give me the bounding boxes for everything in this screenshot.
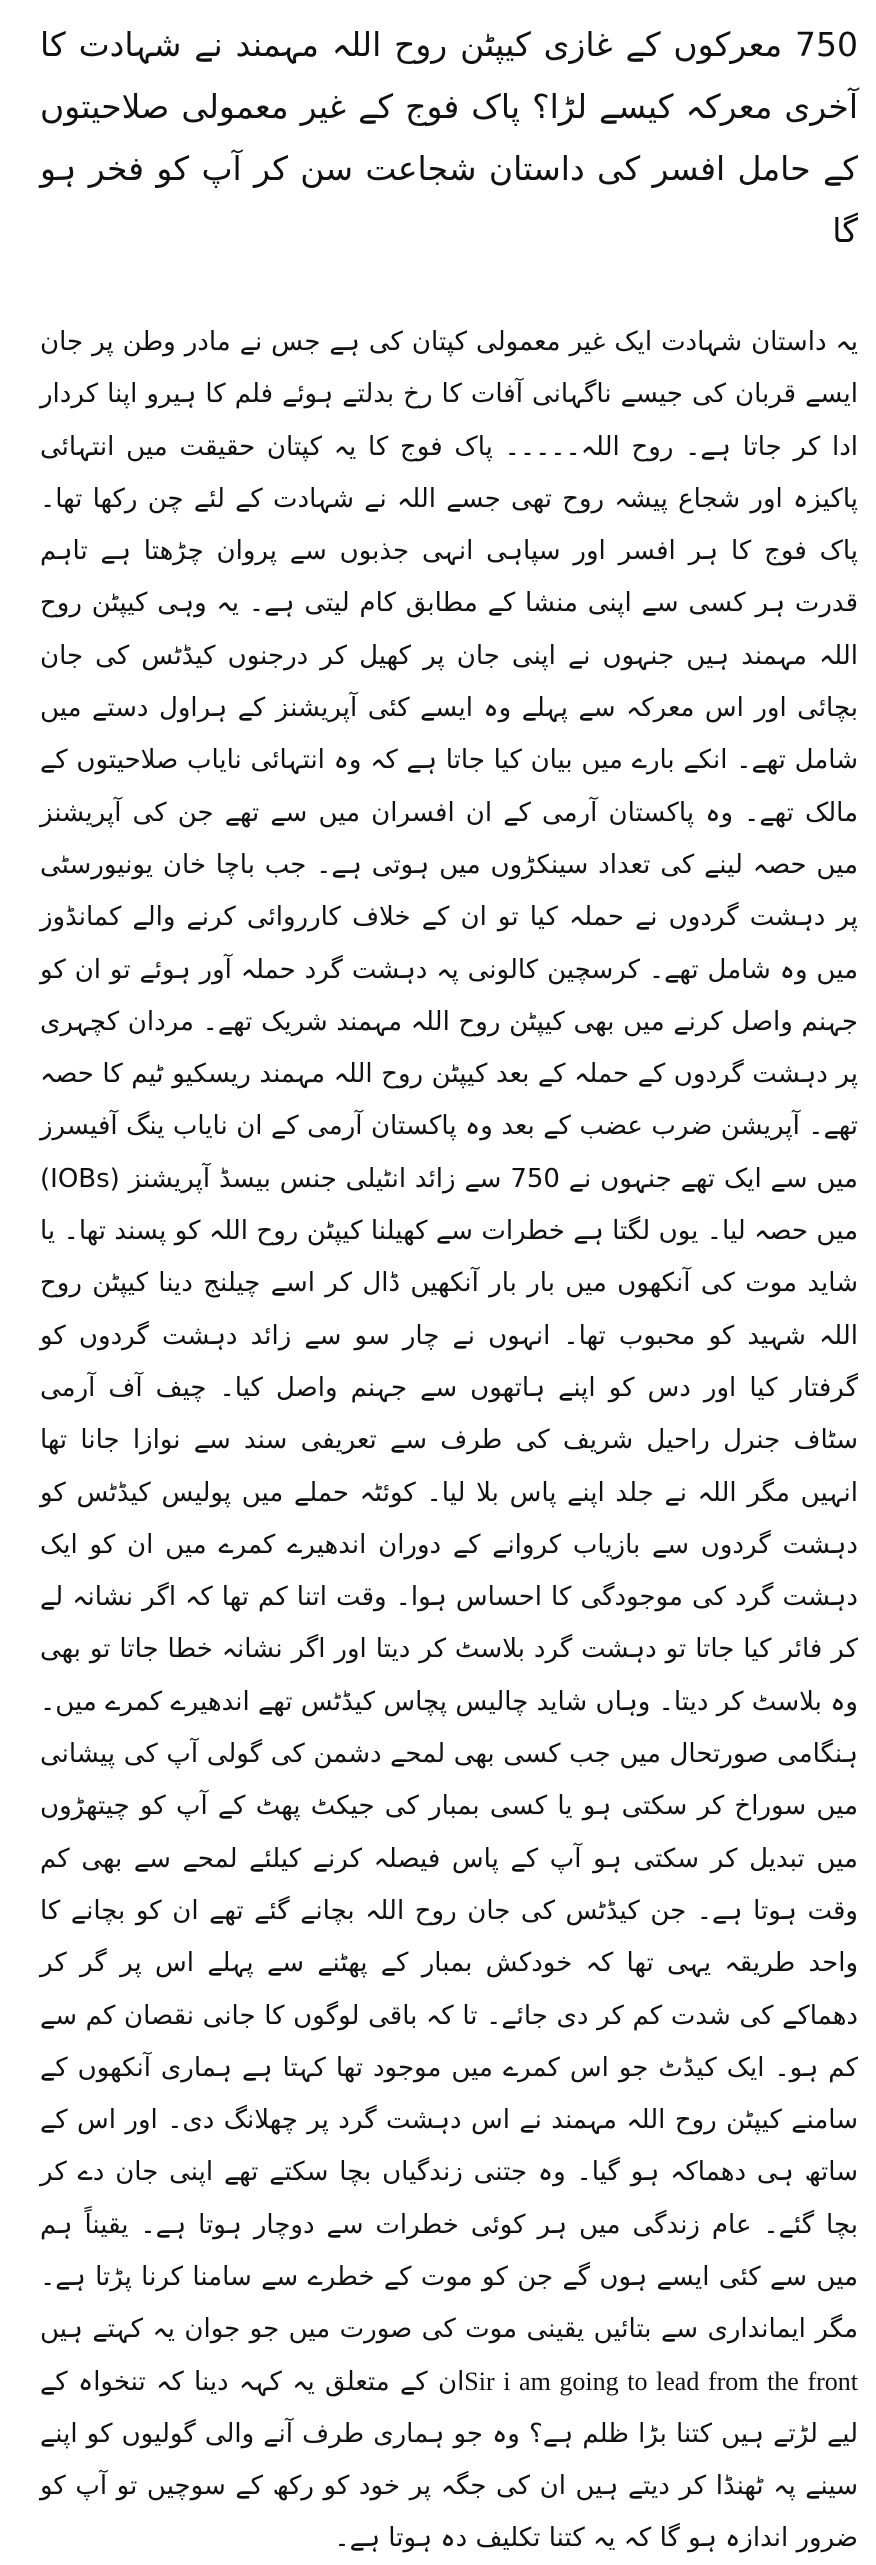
article-body bbox=[40, 316, 858, 2565]
news-article bbox=[40, 14, 858, 2565]
article-paragraph-main: یہ داستان شہادت ایک غیر معمولی کپتان کی ہے جس نے مادر وطن پر جان ایسے قربان کی جیسے ناگہانی آفات کا رخ بدلتے ہوئے فلم کا ہیرو اپنا کردار ادا کر جاتا ہے۔ روح اللہ۔۔۔۔۔ پاک فوج کا یہ کپتان حقیقت میں انتہائی پاکیزہ اور شجاع پیشہ روح تھی جسے اللہ نے شہادت کے لئے چن رکھا تھا۔ پاک فوج کا ہر افسر اور سپاہی انہی جذبوں سے پروان چڑھتا ہے تاہم قدرت ہر کسی سے اپنی منشا کے مطابق کام لیتی ہے۔ یہ وہی کیپٹن روح اللہ مہمند ہیں جنہوں نے اپنی جان پر کھیل کر درجنوں کیڈٹس کی جان بچائی اور اس معرکہ سے پہلے وہ ایسے کئی آپریشنز کے ہراول دستے میں شامل تھے۔ انکے بارے میں بیان کیا جاتا ہے کہ وہ انتہائی نایاب صلاحیتوں کے مالک تھے۔ وہ پاکستان آرمی کے ان افسران میں سے تھے جن کی آپریشنز میں حصہ لینے کی تعداد سینکڑوں میں ہوتی ہے۔ جب باچا خان یونیورسٹی پر دہشت گردوں نے حملہ کیا تو ان کے خلاف کارروائی کرنے والے کمانڈوز میں وہ شامل تھے۔ کرسچین کالونی پہ دہشت گرد حملہ آور ہوئے تو ان کو جہنم واصل کرنے میں بھی کیپٹن روح اللہ مہمند شریک تھے۔ مردان کچہری پر دہشت گردوں کے حملہ کے بعد کیپٹن روح اللہ مہمند ریسکیو ٹیم کا حصہ تھے۔ آپریشن ضرب عضب کے بعد وہ پاکستان آرمی کے ان نایاب ینگ آفیسرز میں سے ایک تھے جنہوں نے 750 سے زائد انٹیلی جنس بیسڈ آپریشنز (IOBs) میں حصہ لیا۔ یوں لگتا ہے خطرات سے کھیلنا کیپٹن روح اللہ کو پسند تھا۔ یا شاید موت کی آنکھوں میں بار بار آنکھیں ڈال کر اسے چیلنج دینا کیپٹن روح اللہ شہید کو محبوب تھا۔ انہوں نے چار سو سے زائد دہشت گردوں کو گرفتار کیا اور دس کو اپنے ہاتھوں سے جہنم واصل کیا۔ چیف آف آرمی سٹاف جنرل راحیل شریف کی طرف سے تعریفی سند سے نوازا جانا تھا انہیں مگر اللہ نے جلد اپنے پاس بلا لیا۔ کوئٹہ حملے میں پولیس کیڈٹس کو دہشت گردوں سے بازیاب کروانے کے دوران اندھیرے کمرے میں ان کو ایک دہشت گرد کی موجودگی کا احساس ہوا۔ وقت اتنا کم تھا کہ اگر نشانہ لے کر فائر کیا جاتا تو دہشت گرد بلاسٹ کر دیتا اور اگر نشانہ خطا جاتا تو بھی وہ بلاسٹ کر دیتا۔ وہاں شاید چالیس پچاس کیڈٹس تھے اندھیرے کمرے میں۔ ہنگامی صورتحال میں جب کسی بھی لمحے دشمن کی گولی آپ کی پیشانی میں سوراخ کر سکتی ہو یا کسی بمبار کی جیکٹ پھٹ کے آپ کو چیتھڑوں میں تبدیل کر سکتی ہو آپ کے پاس فیصلہ کرنے کیلئے لمحے سے بھی کم وقت ہوتا ہے۔ جن کیڈٹس کی جان روح اللہ بچانے گئے تھے ان کو بچانے کا واحد طریقہ یہی تھا کہ خودکش بمبار کے پھٹنے سے پہلے اس پر گر کر دھماکے کی شدت کم کر دی جائے۔ تا کہ باقی لوگوں کا جانی نقصان کم سے کم ہو۔ ایک کیڈٹ جو اس کمرے میں موجود تھا کہتا ہے ہماری آنکھوں کے سامنے کیپٹن روح اللہ مہمند نے اس دہشت گرد پر چھلانگ دی۔ اور اس کے ساتھ ہی دھماکہ ہو گیا۔ وہ جتنی زندگیاں بچا سکتے تھے اپنی جان دے کر بچا گئے۔ عام زندگی میں ہر کوئی خطرات سے دوچار ہوتا ہے۔ یقیناً ہم میں سے کئی ایسے ہوں گے جن کو موت کے خطرے سے سامنا کرنا پڑتا ہے۔ مگر ایمانداری سے بتائیں یقینی موت کی صورت میں جو جوان یہ کہتے ہیں bbox=[40, 327, 859, 2345]
article-paragraph-end: ان کے متعلق یہ کہہ دینا کہ تنخواہ کے لیے لڑتے ہیں کتنا بڑا ظلم ہے؟ وہ جو ہماری طرف آنے والی گولیوں کو اپنے سینے پہ ٹھنڈا کر دیتے ہیں ان کی جگہ پر خود کو رکھ کے سوچیں تو آپ کو ضرور اندازہ ہو گا کہ یہ کتنا تکلیف دہ ہوتا ہے۔ bbox=[40, 2366, 858, 2554]
english-quote: Sir i am going to lead from the front bbox=[464, 2366, 858, 2396]
article-headline: 750 معرکوں کے غازی کیپٹن روح اللہ مہمند نے شہادت کا آخری معرکہ کیسے لڑا؟ پاک فوج کے غیر معمولی صلاحیتوں کے حامل افسر کی داستان شجاعت سن کر آپ کو فخر ہو گا bbox=[40, 25, 858, 250]
